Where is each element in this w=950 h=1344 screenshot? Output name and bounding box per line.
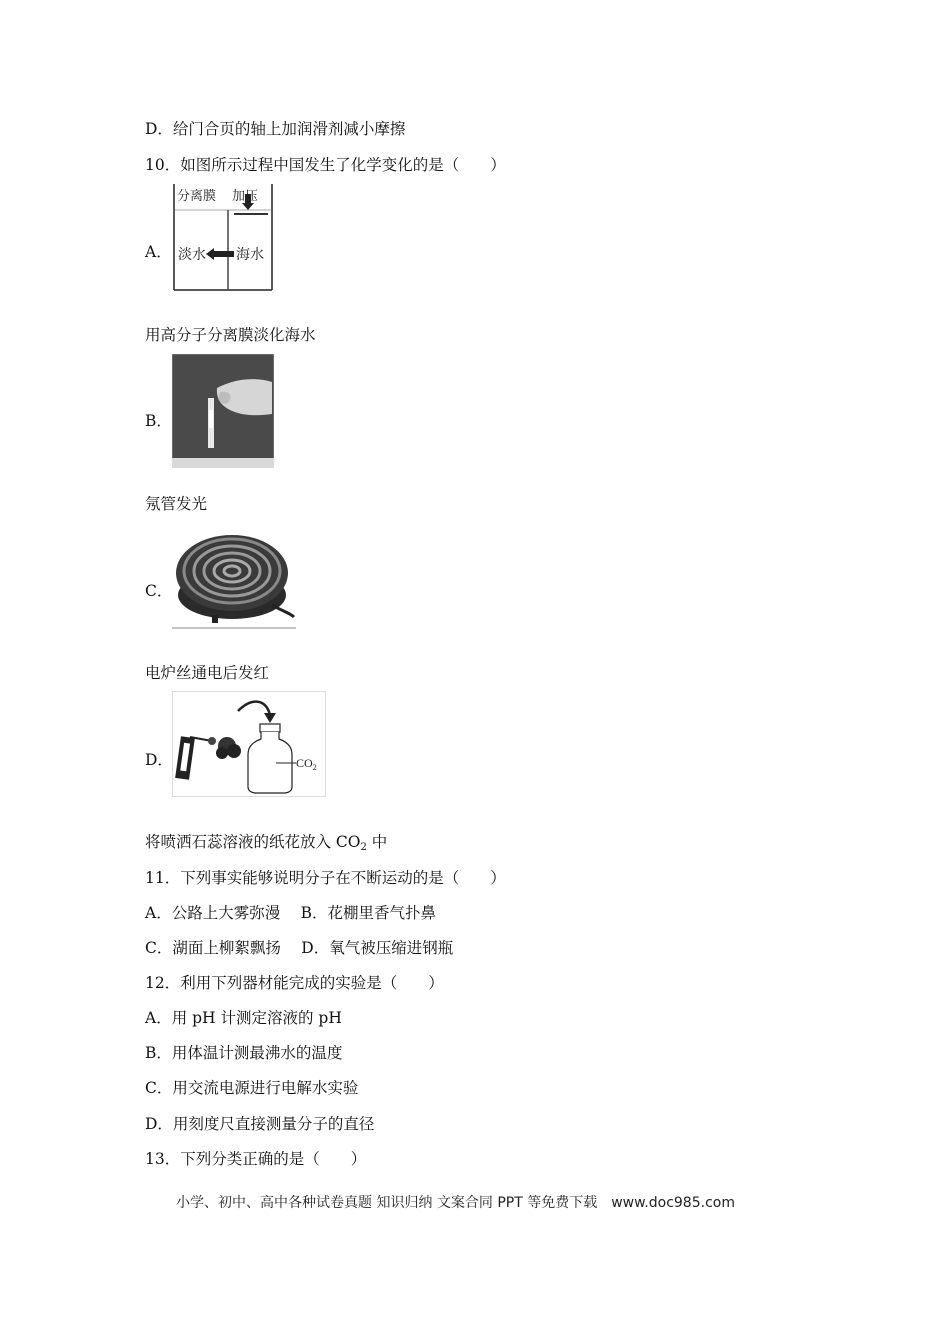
fresh-water-label: 淡水	[178, 248, 206, 263]
membrane-diagram	[172, 182, 275, 294]
question-11: 11．下列事实能够说明分子在不断运动的是（ ）	[145, 869, 506, 887]
question-12: 12．利用下列器材能完成的实验是（ ）	[145, 974, 444, 992]
q9-option-d: D．给门合页的轴上加润滑剂减小摩擦	[145, 120, 406, 138]
q11-options-cd: C．湖面上柳絮飘扬 D．氧气被压缩进钢瓶	[145, 939, 454, 957]
question-13: 13．下列分类正确的是（ ）	[145, 1150, 367, 1168]
q10-b-label: B．	[145, 412, 172, 430]
co2-subscript: 2	[312, 763, 317, 772]
electric-stove-photo	[172, 523, 296, 629]
q10-d-caption	[145, 832, 387, 858]
q10-d-caption-subscript: 2	[360, 842, 367, 853]
neon-tube-photo	[172, 354, 274, 468]
pressure-label: 加压	[232, 188, 259, 203]
q10-d-caption-main: 将喷洒石蕊溶液的纸花放入 CO	[145, 833, 361, 851]
q10-d-label: D．	[145, 751, 173, 769]
co2-label: CO	[296, 756, 313, 770]
membrane-label: 分离膜	[177, 188, 217, 203]
q12-option-b: B．用体温计测最沸水的温度	[145, 1044, 343, 1062]
q11-options-ab: A．公路上大雾弥漫 B．花棚里香气扑鼻	[145, 904, 437, 922]
sea-water-label: 海水	[236, 248, 264, 263]
page-footer: 小学、初中、高中各种试卷真题 知识归纳 文案合同 PPT 等免费下载 www.doc985.com	[176, 1195, 735, 1211]
question-10: 10．如图所示过程中国发生了化学变化的是（ ）	[145, 156, 506, 174]
q10-a-label: A．	[145, 243, 172, 261]
svg-text:CO2	[296, 756, 317, 772]
q10-a-caption: 用高分子分离膜淡化海水	[145, 326, 316, 344]
q10-c-caption: 电炉丝通电后发红	[145, 664, 270, 682]
q10-c-label: C．	[145, 582, 173, 600]
q12-option-a: A．用 pH 计测定溶液的 pH	[145, 1009, 342, 1027]
co2-bottle-diagram	[172, 691, 326, 797]
q12-option-c: C．用交流电源进行电解水实验	[145, 1079, 359, 1097]
q12-option-d: D．用刻度尺直接测量分子的直径	[145, 1115, 375, 1133]
q10-d-caption-end: 中	[366, 833, 388, 851]
q10-b-caption: 氖管发光	[145, 495, 208, 513]
